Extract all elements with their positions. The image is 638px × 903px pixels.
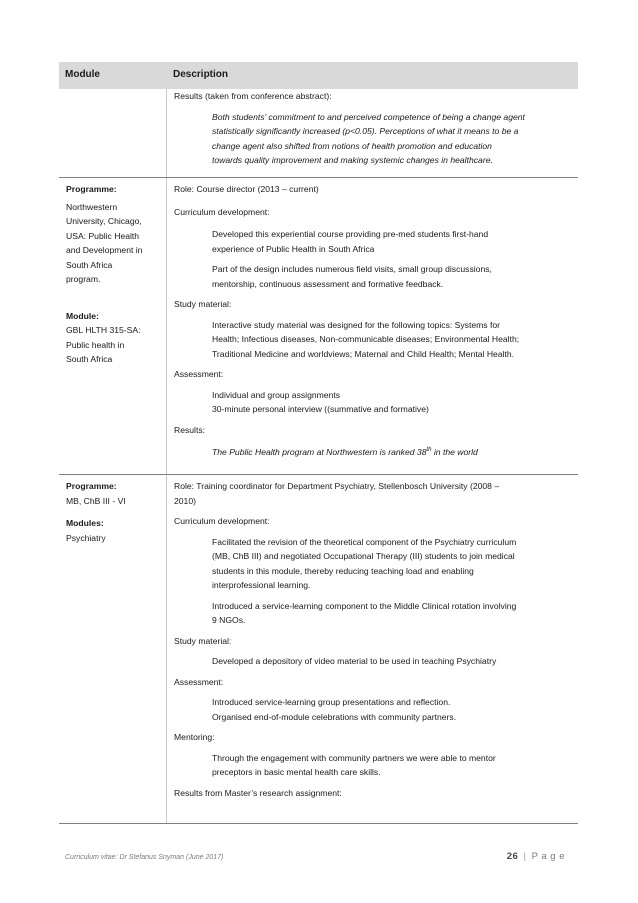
curriculum-line: Part of the design includes numerous field visits, small group discussions,: [212, 264, 492, 274]
table-header: [59, 62, 578, 89]
programme-line: South Africa: [66, 259, 113, 270]
programme-line: and Development in: [66, 245, 143, 255]
results-label: Results (taken from conference abstract):: [174, 91, 332, 101]
row2-description: [174, 479, 574, 800]
row2-module-cell: [66, 479, 162, 545]
mentoring-line: preceptors in basic mental health care skills.: [212, 767, 381, 777]
module-label: Module:: [66, 310, 99, 321]
row-separator: [59, 823, 578, 824]
footer-cv-title: Curriculum vitae: Dr Stefanus Snyman (June 2017): [65, 854, 224, 861]
mentoring-line: Through the engagement with community partners we were able to mentor: [212, 752, 496, 763]
curriculum-label: Curriculum development:: [174, 206, 270, 217]
module-line: South Africa: [66, 354, 113, 364]
curriculum-line: interprofessional learning.: [212, 580, 311, 590]
study-label: Study material:: [174, 299, 232, 309]
row-separator: [59, 177, 578, 178]
programme-label: Programme:: [66, 481, 117, 491]
role: Role: Course director (2013 – current): [174, 184, 319, 194]
header-module: Module: [65, 69, 100, 80]
curriculum-label: Curriculum development:: [174, 516, 270, 526]
role: 2010): [174, 495, 196, 506]
results-text: The Public Health program at Northwestern is ranked 38: [212, 446, 427, 457]
programme-value: MB, ChB III - VI: [66, 495, 126, 506]
curriculum-line: experience of Public Health in South Africa: [212, 243, 375, 254]
assessment-line: Individual and group assignments: [212, 389, 341, 400]
modules-label: Modules:: [66, 518, 104, 528]
results-line: statistically significantly increased (p<0.05). Perceptions of what it means to be a: [212, 126, 519, 136]
assessment-line: 30-minute personal interview ((summative and formative): [212, 404, 429, 414]
page-number-footer: [507, 851, 565, 862]
page-number: 26: [506, 851, 519, 862]
programme-line: University, Chicago,: [66, 216, 142, 226]
study-line: Developed a depository of video material to be used in teaching Psychiatry: [212, 656, 497, 666]
assessment-line: Organised end-of-module celebrations with community partners.: [212, 711, 457, 722]
study-line: Interactive study material was designed for the following topics: Systems for: [212, 319, 501, 330]
assessment-label: Assessment:: [174, 369, 224, 379]
curriculum-line: mentorship, continuous assessment and formative feedback.: [212, 278, 444, 289]
curriculum-line: Introduced a service-learning component to the Middle Clinical rotation involving: [212, 600, 517, 611]
row1-module-cell: [66, 182, 162, 367]
results-label: Results from Master’s research assignment:: [174, 787, 342, 798]
curriculum-line: 9 NGOs.: [212, 615, 246, 625]
results-line: Both students’ commitment to and perceived competence of being a change agent: [212, 111, 525, 122]
programme-line: USA: Public Health: [66, 230, 140, 241]
header-description: Description: [173, 69, 229, 80]
row0-description: [174, 89, 574, 168]
results-label: Results:: [174, 424, 206, 435]
assessment-line: Introduced service-learning group presentations and reflection.: [212, 697, 451, 707]
column-divider: [166, 178, 167, 474]
programme-line: program.: [66, 274, 101, 284]
role: Role: Training coordinator for Department Psychiatry, Stellenbosch University (2008 –: [174, 481, 500, 491]
programme-line: Northwestern: [66, 201, 118, 212]
row1-description: [174, 182, 574, 459]
assessment-label: Assessment:: [174, 676, 224, 687]
mentoring-label: Mentoring:: [174, 732, 215, 742]
footer-separator: |: [523, 851, 527, 862]
column-divider: [166, 475, 167, 823]
modules-value: Psychiatry: [66, 532, 106, 543]
curriculum-line: Facilitated the revision of the theoretical component of the Psychiatry curriculum: [212, 536, 517, 547]
study-line: Traditional Medicine and worldviews; Maternal and Child Health; Mental Health.: [212, 348, 515, 359]
results-line: change agent also shifted from notions of health promotion and education: [212, 140, 492, 151]
module-line: GBL HLTH 315-SA:: [66, 325, 141, 335]
results-superscript: th: [426, 447, 432, 453]
module-line: Public health in: [66, 339, 125, 350]
results-line: towards quality improvement and making systemic changes in healthcare.: [212, 155, 493, 165]
curriculum-line: (MB, ChB III) and negotiated Occupational Therapy (III) students to join medical: [212, 551, 515, 561]
page-word: P a g e: [531, 851, 565, 862]
curriculum-line: students in this module, thereby reducing teaching load and enabling: [212, 565, 474, 576]
column-divider: [166, 89, 167, 177]
curriculum-line: Developed this experiential course providing pre-med students first-hand: [212, 229, 489, 239]
row-separator: [59, 474, 578, 475]
programme-label: Programme:: [66, 184, 117, 194]
results-statement: [212, 443, 574, 459]
study-line: Health; Infectious diseases, Non-communicable diseases; Environmental Health;: [212, 334, 520, 344]
results-text-end: in the world: [431, 446, 478, 457]
study-label: Study material:: [174, 635, 232, 646]
